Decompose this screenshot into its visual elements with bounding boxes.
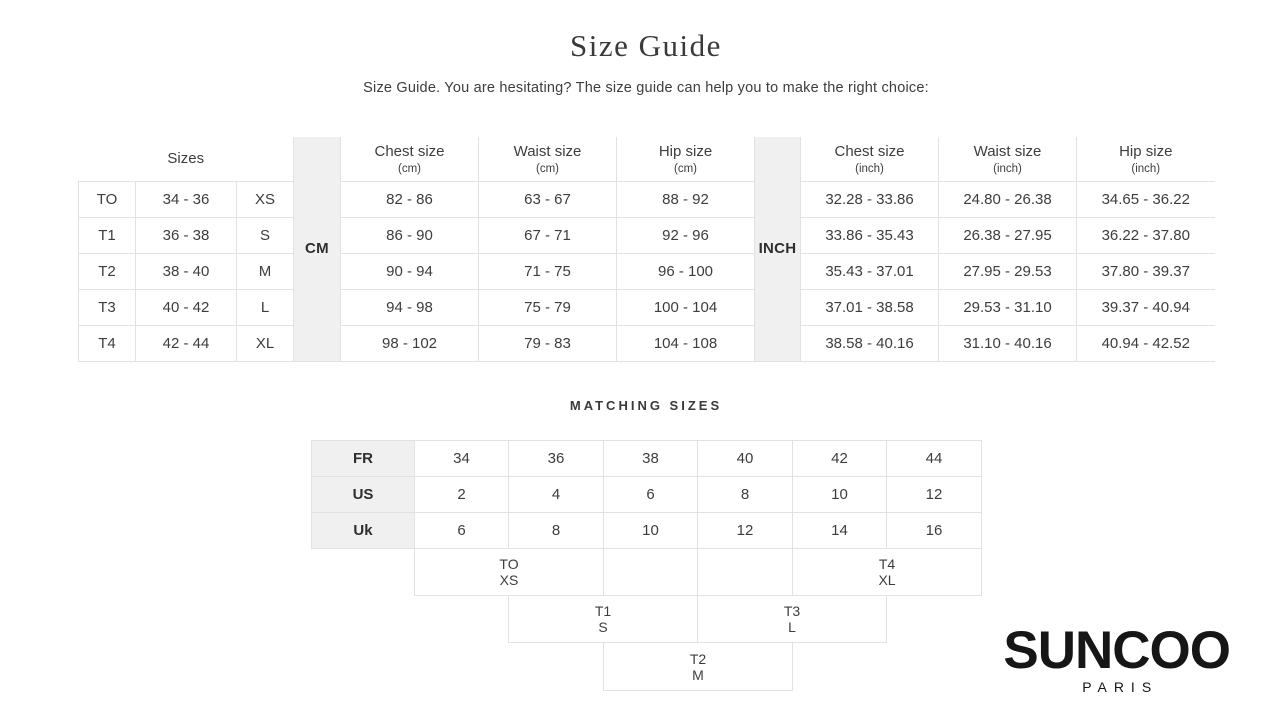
fr-range-cell: 40 - 42	[136, 289, 237, 325]
span-box-t1-s: T1 S	[508, 595, 698, 643]
us-size-cell: 2	[415, 477, 509, 513]
page-title: Size Guide	[570, 28, 722, 63]
size-table-section	[78, 137, 1215, 362]
table-row	[312, 441, 982, 477]
hip-cm-cell: 104 - 108	[617, 325, 755, 361]
hip-inch-cell: 37.80 - 39.37	[1077, 253, 1215, 289]
brand-logo	[1003, 621, 1230, 695]
span-box-t4-xl: T4 XL	[792, 548, 982, 596]
waist-inch-cell: 26.38 - 27.95	[939, 217, 1077, 253]
span-box-t3-l: T3 L	[697, 595, 887, 643]
us-size-cell: 12	[887, 477, 982, 513]
hip-cm-cell: 96 - 100	[617, 253, 755, 289]
hip-inch-cell: 40.94 - 42.52	[1077, 325, 1215, 361]
fr-size-cell: 40	[698, 441, 793, 477]
chest-cm-cell: 82 - 86	[341, 181, 479, 217]
hip-inch-header: Hip size (inch)	[1077, 137, 1215, 181]
table-row	[79, 325, 1215, 361]
waist-cm-cell: 75 - 79	[479, 289, 617, 325]
size-code-cell: T3	[79, 289, 136, 325]
chest-cm-cell: 86 - 90	[341, 217, 479, 253]
fr-size-cell: 42	[793, 441, 887, 477]
waist-inch-cell: 24.80 - 26.38	[939, 181, 1077, 217]
cm-band-label: CM	[305, 240, 329, 258]
uk-size-cell: 10	[604, 513, 698, 549]
size-code-cell: T1	[79, 217, 136, 253]
span-box-to-xs: TO XS	[414, 548, 604, 596]
chest-inch-header: Chest size (inch)	[801, 137, 939, 181]
chest-cm-cell: 90 - 94	[341, 253, 479, 289]
hip-inch-cell: 34.65 - 36.22	[1077, 181, 1215, 217]
hip-inch-cell: 36.22 - 37.80	[1077, 217, 1215, 253]
table-row	[312, 477, 982, 513]
span-box-t2-m: T2 M	[603, 642, 793, 691]
chest-inch-cell: 32.28 - 33.86	[801, 181, 939, 217]
brand-name: SUNCOO	[1003, 621, 1230, 680]
chest-cm-cell: 94 - 98	[341, 289, 479, 325]
size-table	[78, 137, 1215, 362]
page-subtitle: Size Guide. You are hesitating? The size guide can help you to make the right choice:	[363, 80, 929, 96]
table-row	[79, 289, 1215, 325]
size-code-cell: T2	[79, 253, 136, 289]
inch-band-label: INCH	[758, 240, 797, 258]
waist-inch-cell: 31.10 - 40.16	[939, 325, 1077, 361]
size-code-cell: TO	[79, 181, 136, 217]
chest-inch-cell: 33.86 - 35.43	[801, 217, 939, 253]
us-size-cell: 8	[698, 477, 793, 513]
column-divider	[697, 548, 698, 596]
uk-size-cell: 6	[415, 513, 509, 549]
hip-cm-header: Hip size (cm)	[617, 137, 755, 181]
waist-inch-cell: 27.95 - 29.53	[939, 253, 1077, 289]
us-size-cell: 4	[509, 477, 604, 513]
uk-size-cell: 8	[509, 513, 604, 549]
table-row	[79, 217, 1215, 253]
us-row-label: US	[312, 477, 415, 513]
waist-cm-cell: 63 - 67	[479, 181, 617, 217]
matching-sizes-heading: MATCHING SIZES	[569, 398, 723, 413]
us-size-cell: 6	[604, 477, 698, 513]
matching-sizes-section	[311, 440, 982, 549]
intl-size-cell: XL	[237, 325, 294, 361]
fr-size-cell: 34	[415, 441, 509, 477]
uk-size-cell: 12	[698, 513, 793, 549]
fr-size-cell: 36	[509, 441, 604, 477]
size-mapping-diagram	[311, 548, 981, 693]
matching-sizes-table	[311, 440, 982, 549]
size-code-cell: T4	[79, 325, 136, 361]
waist-cm-cell: 71 - 75	[479, 253, 617, 289]
table-row	[79, 181, 1215, 217]
cm-band	[294, 137, 341, 361]
waist-cm-cell: 79 - 83	[479, 325, 617, 361]
fr-size-cell: 38	[604, 441, 698, 477]
intl-size-cell: S	[237, 217, 294, 253]
uk-row-label: Uk	[312, 513, 415, 549]
table-row	[79, 253, 1215, 289]
hip-inch-cell: 39.37 - 40.94	[1077, 289, 1215, 325]
fr-size-cell: 44	[887, 441, 982, 477]
fr-range-cell: 36 - 38	[136, 217, 237, 253]
chest-cm-cell: 98 - 102	[341, 325, 479, 361]
chest-inch-cell: 37.01 - 38.58	[801, 289, 939, 325]
intl-size-cell: L	[237, 289, 294, 325]
fr-range-cell: 42 - 44	[136, 325, 237, 361]
fr-range-cell: 34 - 36	[136, 181, 237, 217]
waist-cm-header: Waist size (cm)	[479, 137, 617, 181]
chest-cm-header: Chest size (cm)	[341, 137, 479, 181]
waist-inch-cell: 29.53 - 31.10	[939, 289, 1077, 325]
waist-cm-cell: 67 - 71	[479, 217, 617, 253]
hip-cm-cell: 92 - 96	[617, 217, 755, 253]
hip-cm-cell: 88 - 92	[617, 181, 755, 217]
intl-size-cell: M	[237, 253, 294, 289]
intl-size-cell: XS	[237, 181, 294, 217]
table-row	[312, 513, 982, 549]
waist-inch-header: Waist size (inch)	[939, 137, 1077, 181]
us-size-cell: 10	[793, 477, 887, 513]
uk-size-cell: 16	[887, 513, 982, 549]
fr-range-cell: 38 - 40	[136, 253, 237, 289]
brand-city: PARIS	[1082, 679, 1159, 695]
chest-inch-cell: 35.43 - 37.01	[801, 253, 939, 289]
hip-cm-cell: 100 - 104	[617, 289, 755, 325]
sizes-header: Sizes	[79, 137, 294, 181]
fr-row-label: FR	[312, 441, 415, 477]
chest-inch-cell: 38.58 - 40.16	[801, 325, 939, 361]
inch-band	[755, 137, 801, 361]
uk-size-cell: 14	[793, 513, 887, 549]
